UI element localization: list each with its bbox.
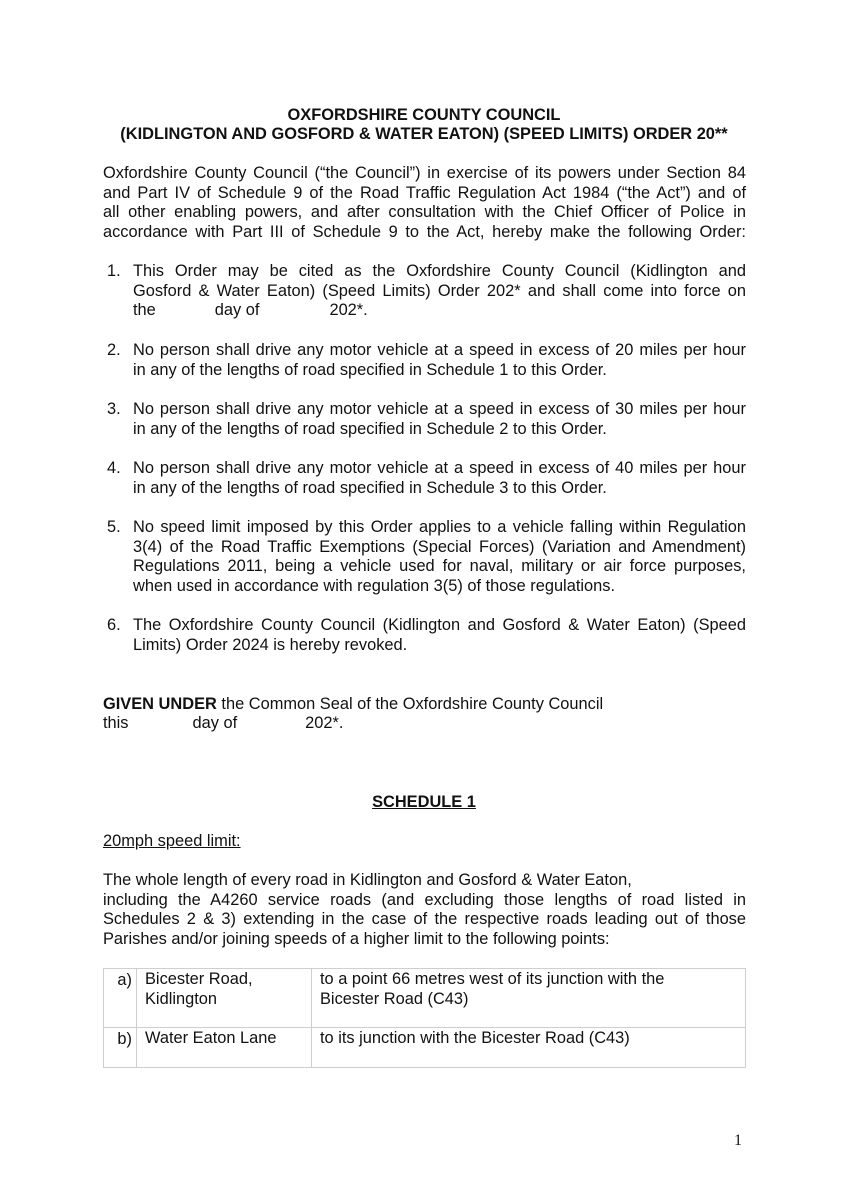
schedule-1-title: SCHEDULE 1	[372, 793, 476, 811]
preamble-paragraph	[103, 164, 746, 242]
order-title-line-1: OXFORDSHIRE COUNTY COUNCIL	[287, 106, 561, 124]
given-under-text: the Common Seal of the Oxfordshire County Council	[221, 695, 604, 713]
article-number: 2.	[107, 341, 121, 359]
extent-cell	[312, 1028, 746, 1068]
schedule-1-intro	[103, 871, 746, 949]
road-name-line: Kidlington	[145, 989, 217, 1008]
table-row	[104, 969, 746, 1028]
schedule-1-table	[103, 968, 746, 1068]
row-label-cell	[104, 969, 137, 1028]
row-label-cell	[104, 1028, 137, 1068]
article-line: This Order may be cited as the Oxfordshire County Council (Kidlington and	[133, 262, 746, 280]
given-year: 202*.	[305, 714, 344, 732]
article-line: No person shall drive any motor vehicle at a speed in excess of 30 miles per hour	[133, 400, 746, 418]
schedule-1-subheading: 20mph speed limit:	[103, 832, 241, 850]
article-number: 6.	[107, 616, 121, 634]
article-line: Gosford & Water Eaton) (Speed Limits) Order 202* and shall come into force on	[133, 281, 746, 300]
given-under-line	[103, 695, 603, 715]
date-year: 202*.	[329, 301, 368, 319]
road-cell	[137, 1028, 312, 1068]
article-line: No person shall drive any motor vehicle at a speed in excess of 40 miles per hour	[133, 459, 746, 477]
preamble-line: and Part IV of Schedule 9 of the Road Traffic Regulation Act 1984 (“the Act”) and of	[103, 183, 746, 202]
intro-line: Schedules 2 & 3) extending in the case of the respective roads leading out of those	[103, 910, 746, 928]
preamble-line: all other enabling powers, and after consultation with the Chief Officer of Police in	[103, 203, 746, 221]
article-line: in any of the lengths of road specified in Schedule 3 to this Order.	[133, 478, 607, 497]
given-under-date-line	[103, 714, 343, 734]
article-line: The Oxfordshire County Council (Kidlington and Gosford & Water Eaton) (Speed	[133, 616, 746, 634]
article-number: 3.	[107, 400, 121, 418]
road-name-line: Bicester Road,	[145, 970, 253, 988]
article-line: No person shall drive any motor vehicle at a speed in excess of 20 miles per hour	[133, 341, 746, 359]
article-number: 1.	[107, 262, 121, 280]
preamble-line: accordance with Part III of Schedule 9 to the Act, hereby make the following Order:	[103, 222, 746, 241]
article-line: when used in accordance with regulation 3(5) of those regulations.	[133, 576, 615, 595]
road-cell	[137, 969, 312, 1028]
article-date-line	[133, 301, 746, 321]
given-under-label: GIVEN UNDER	[103, 695, 217, 713]
road-name-line: Water Eaton Lane	[145, 1029, 277, 1047]
article-line: Regulations 2011, being a vehicle used for naval, military or air force purposes,	[133, 557, 746, 575]
article-line: Limits) Order 2024 is hereby revoked.	[133, 635, 408, 654]
article-line: No speed limit imposed by this Order applies to a vehicle falling within Regulation	[133, 518, 746, 536]
row-label: a)	[117, 971, 132, 989]
article-line: in any of the lengths of road specified in Schedule 1 to this Order.	[133, 360, 607, 379]
given-day-of: day of	[192, 714, 238, 732]
intro-line: Parishes and/or joining speeds of a higher limit to the following points:	[103, 929, 610, 948]
article-number: 5.	[107, 518, 121, 536]
given-this: this	[103, 714, 129, 732]
extent-line: to a point 66 metres west of its junction with the	[320, 970, 665, 988]
article-line: 3(4) of the Road Traffic Exemptions (Special Forces) (Variation and Amendment)	[133, 537, 746, 556]
date-day-of: day of	[214, 301, 260, 319]
table-row	[104, 1028, 746, 1068]
extent-cell	[312, 969, 746, 1028]
date-the: the	[133, 301, 156, 319]
page-number: 1	[734, 1132, 742, 1149]
extent-line: Bicester Road (C43)	[320, 989, 469, 1008]
article-line: in any of the lengths of road specified in Schedule 2 to this Order.	[133, 419, 607, 438]
article-number: 4.	[107, 459, 121, 477]
extent-line: to its junction with the Bicester Road (C43)	[320, 1029, 630, 1047]
intro-line: including the A4260 service roads (and excluding those lengths of road listed in	[103, 890, 746, 909]
order-title-line-2: (KIDLINGTON AND GOSFORD & WATER EATON) (SPEED LIMITS) ORDER 20**	[120, 125, 728, 143]
row-label: b)	[117, 1030, 132, 1048]
intro-line: The whole length of every road in Kidlington and Gosford & Water Eaton,	[103, 871, 632, 889]
preamble-line: Oxfordshire County Council (“the Council”) in exercise of its powers under Section 84	[103, 164, 746, 182]
